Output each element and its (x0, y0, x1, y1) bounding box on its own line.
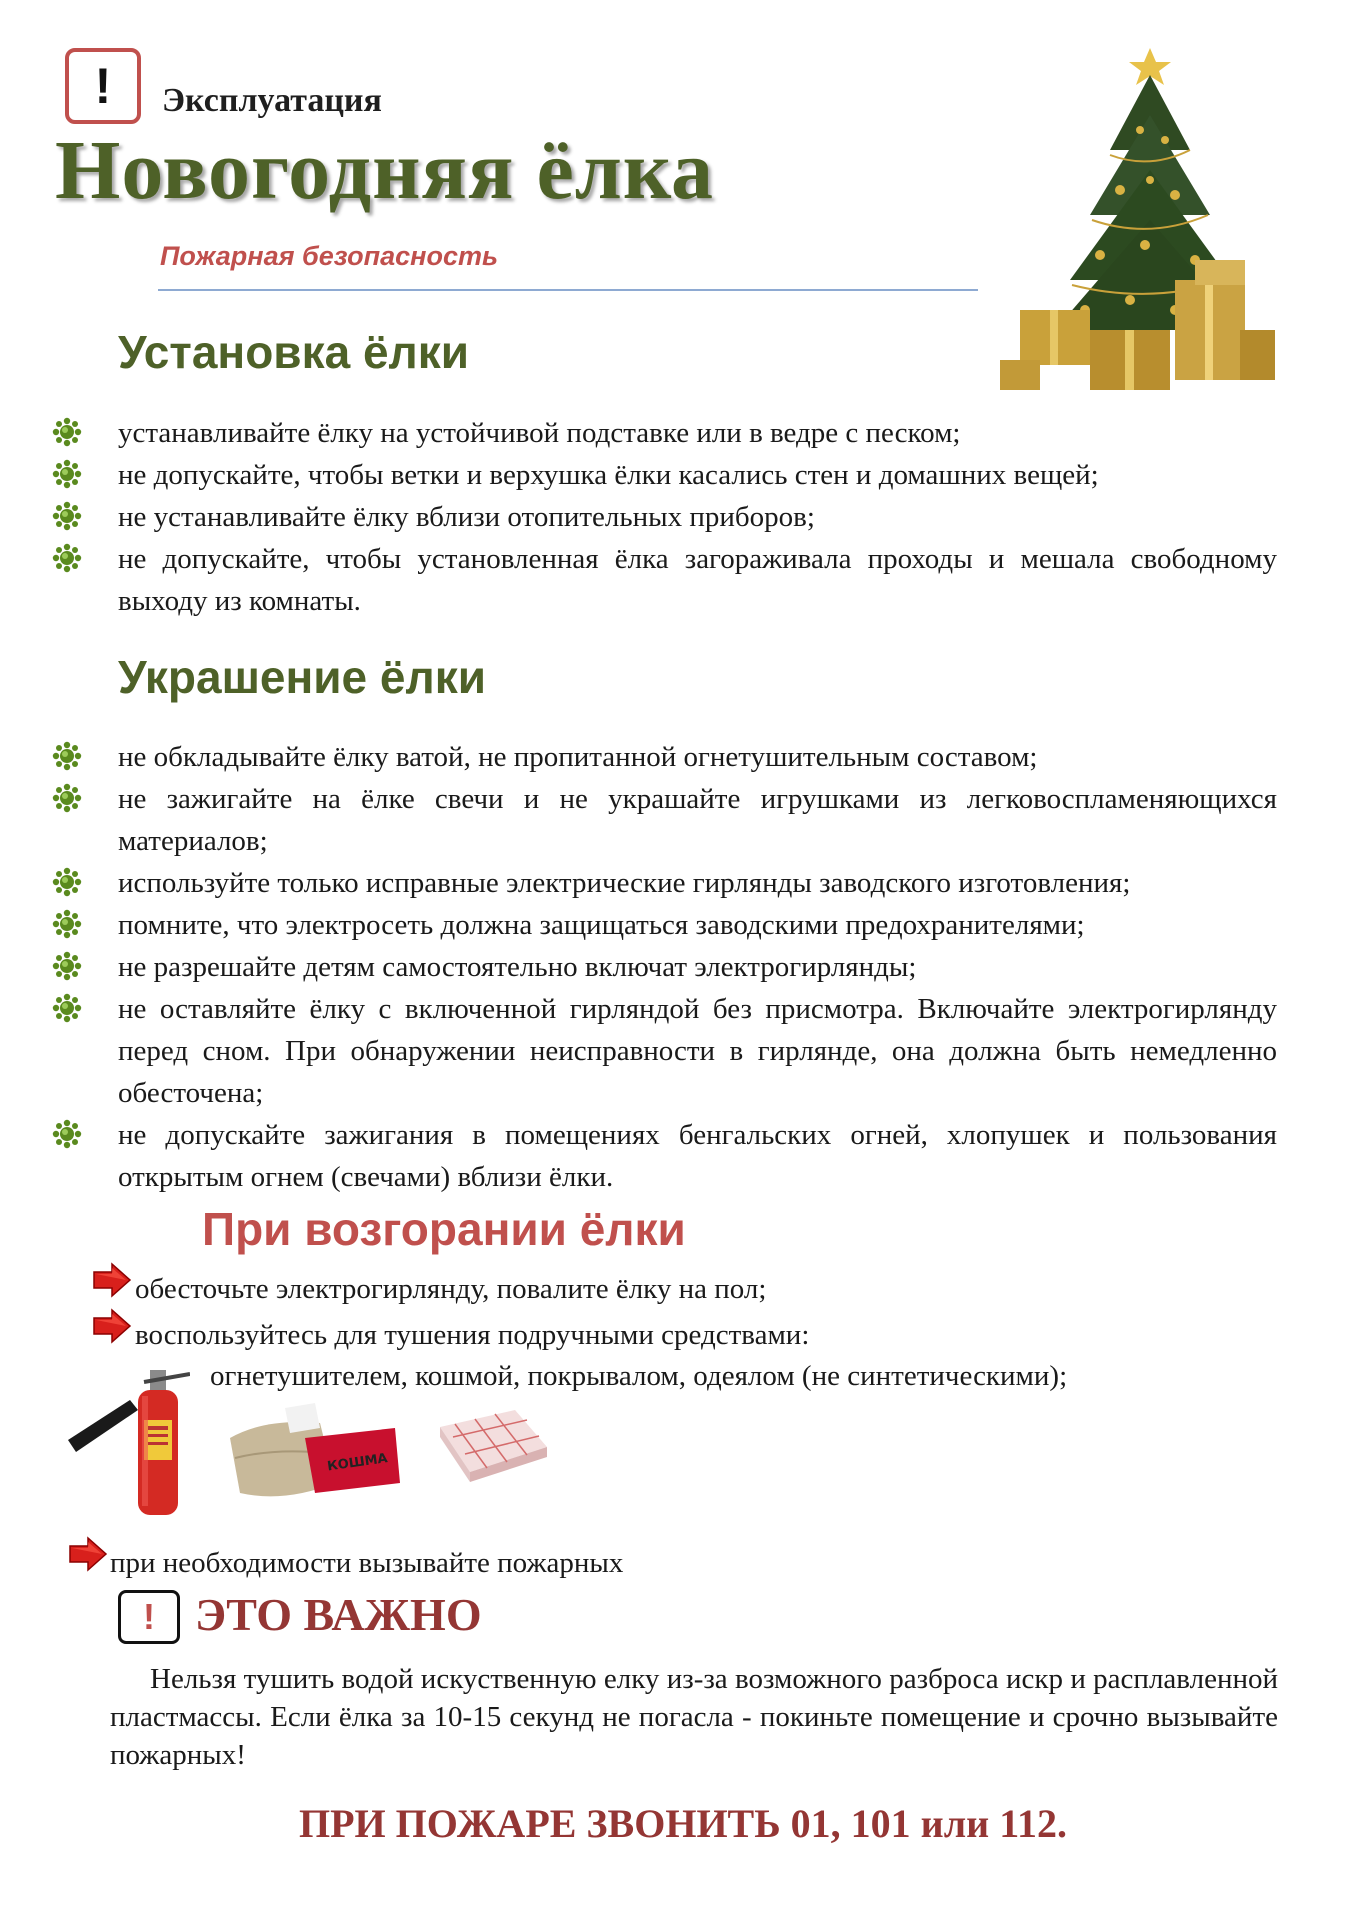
bullet-icon (52, 543, 82, 573)
blanket-image (435, 1402, 550, 1487)
page-subtitle: Пожарная безопасность (160, 241, 499, 271)
fire-item-3: при необходимости вызывайте пожарных (110, 1547, 624, 1579)
bullet-icon (52, 501, 82, 531)
arrow-icon (92, 1262, 132, 1298)
bullet-icon (52, 993, 82, 1023)
list-item-text: не допускайте зажигания в помещениях бенгальских огней, хлопушек и пользования открытым огнем (свечами) вблизи ёлки. (118, 1119, 1277, 1193)
bullet-icon (52, 459, 82, 489)
list-item-text: не разрешайте детям самостоятельно включат электрогирлянды; (118, 951, 917, 983)
list-item (52, 1114, 1277, 1198)
koshma-label: КОШМА (326, 1451, 389, 1475)
arrow-icon (92, 1308, 132, 1344)
fire-item-2: воспользуйтесь для тушения подручными средствами: (135, 1319, 810, 1351)
christmas-tree-image (1000, 30, 1280, 400)
list-item-text: помните, что электросеть должна защищаться заводскими предохранителями; (118, 909, 1085, 941)
list-item (52, 904, 1277, 946)
fire-extinguisher-image (60, 1360, 190, 1520)
fire-item-2-detail: огнетушителем, кошмой, покрывалом, одеялом (не синтетическими); (210, 1360, 1068, 1392)
bullet-icon (52, 1119, 82, 1149)
emergency-call-line: ПРИ ПОЖАРЕ ЗВОНИТЬ 01, 101 или 112. (298, 1801, 1068, 1846)
list-item-text: не допускайте, чтобы ветки и верхушка ёлки касались стен и домашних вещей; (118, 459, 1099, 491)
list-item (52, 736, 1277, 778)
list-item-text: не оставляйте ёлку с включенной гирляндой без присмотра. Включайте электрогирлянду перед сном. При обнаружении неисправности в гирлянде, она должна быть немедленно обесточена; (118, 993, 1277, 1109)
list-item-text: не устанавливайте ёлку вблизи отопительных приборов; (118, 501, 815, 533)
warning-icon: ! (65, 48, 141, 124)
bullet-icon (52, 417, 82, 447)
list-item-text: не допускайте, чтобы установленная ёлка загораживала проходы и мешала свободному выходу из комнаты. (118, 543, 1277, 617)
decoration-list (52, 736, 1277, 1198)
important-text: Нельзя тушить водой искуственную елку из-за возможного разброса искр и расплавленной пластмассы. Если ёлка за 10-15 секунд не погасла - покиньте помещение и срочно вызывайте пожарных! (110, 1663, 1278, 1771)
list-item (52, 538, 1277, 622)
installation-list (52, 412, 1277, 622)
bullet-icon (52, 909, 82, 939)
list-item (52, 412, 1277, 454)
bullet-icon (52, 867, 82, 897)
list-item (52, 496, 1277, 538)
list-item (52, 862, 1277, 904)
header-divider (158, 289, 978, 291)
page-title: Новогодняя ёлка (55, 124, 714, 217)
list-item-text: устанавливайте ёлку на устойчивой подставке или в ведре с песком; (118, 417, 961, 449)
important-title: ЭТО ВАЖНО (195, 1589, 482, 1640)
list-item (52, 946, 1277, 988)
bullet-icon (52, 783, 82, 813)
list-item-text: используйте только исправные электрические гирлянды заводского изготовления; (118, 867, 1131, 899)
bullet-icon (52, 951, 82, 981)
arrow-icon (68, 1536, 108, 1572)
list-item (52, 454, 1277, 496)
list-item-text: не обкладывайте ёлку ватой, не пропитанной огнетушительным составом; (118, 741, 1038, 773)
list-item (52, 778, 1277, 862)
koshma-blanket-image (225, 1398, 405, 1503)
section-heading-fire: При возгорании ёлки (202, 1203, 686, 1255)
section-heading-decoration: Украшение ёлки (118, 651, 487, 703)
important-icon: ! (118, 1590, 180, 1644)
list-item-text: не зажигайте на ёлке свечи и не украшайте игрушками из легковоспламеняющихся материалов; (118, 783, 1277, 857)
section-heading-installation: Установка ёлки (118, 326, 470, 378)
category-label: Эксплуатация (162, 82, 382, 119)
fire-item-1: обесточьте электрогирлянду, повалите ёлку на пол; (135, 1273, 767, 1305)
bullet-icon (52, 741, 82, 771)
list-item (52, 988, 1277, 1114)
